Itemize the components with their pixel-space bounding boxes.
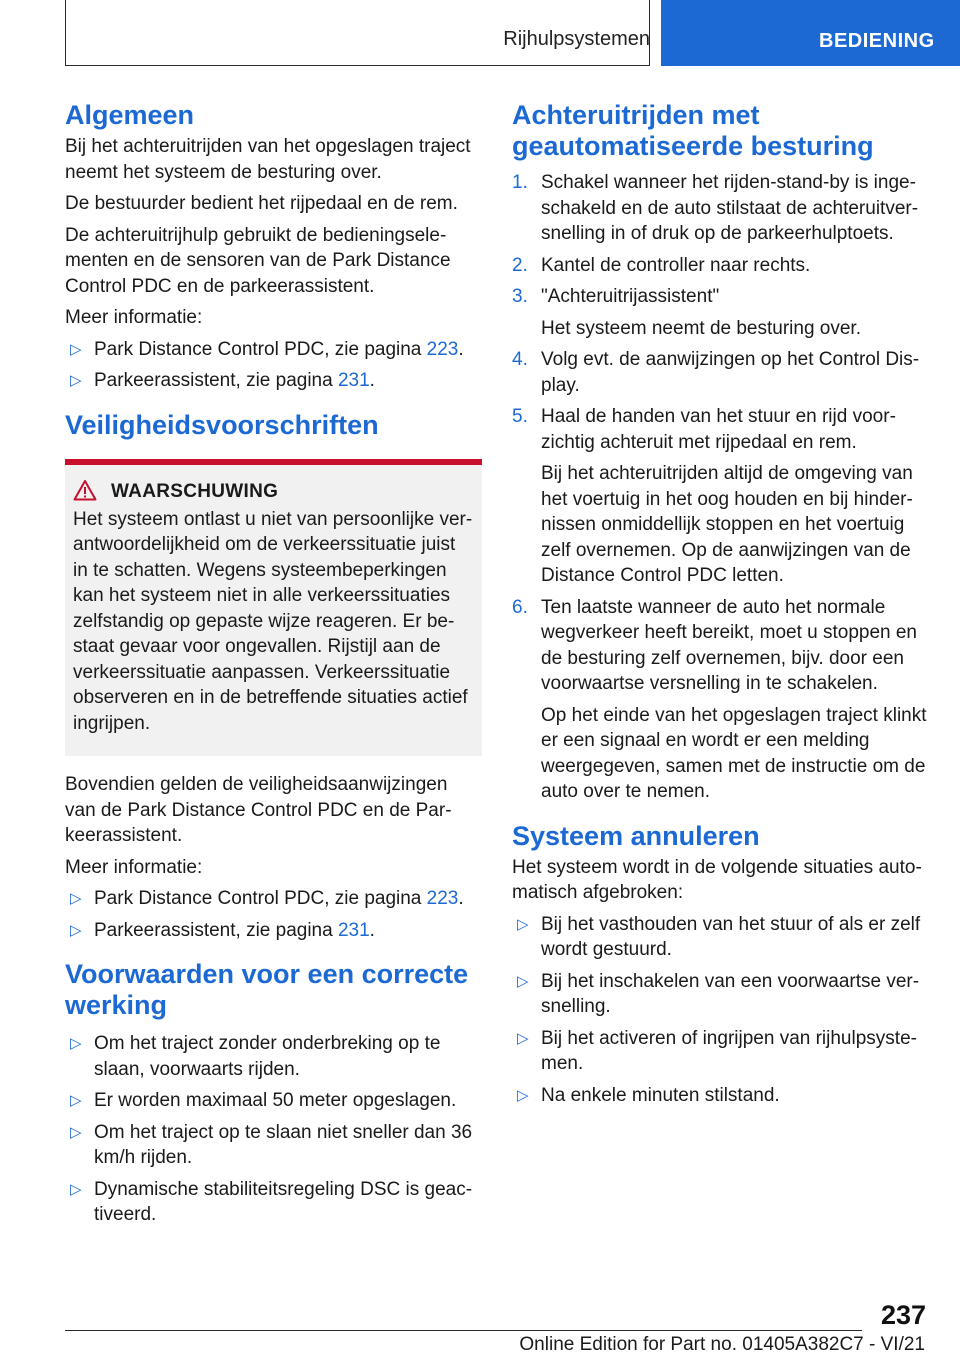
step-item: 3. "Achteruitrijassistent" Het systeem neemt de besturing over. — [512, 284, 929, 341]
step-number: 5. — [512, 406, 528, 427]
list-item: ▷ Om het traject zonder onderbreking op te slaan, voorwaarts rijden. — [70, 1033, 441, 1080]
triangle-bullet-icon: ▷ — [70, 372, 82, 389]
left-column — [65, 100, 482, 1234]
list-item: ▷ Na enkele minuten stilstand. — [512, 1083, 929, 1109]
page-link[interactable]: 231 — [337, 919, 370, 941]
step-number: 2. — [512, 254, 528, 276]
list-item: ▷ Parkeerassistent, zie pagina 231. — [65, 918, 482, 944]
page-link[interactable]: 231 — [337, 370, 370, 391]
list-item: ▷ Park Distance Control PDC, zie pagina 223. — [65, 886, 482, 912]
triangle-bullet-icon: ▷ — [70, 890, 82, 907]
page-link[interactable]: 223 — [426, 888, 459, 909]
step-item: 5. Haal de handen van het stuur en rijd voorzichtig achteruit met rijpedaal en rem. Bij het achteruitrijden altijd de omgeving van het voertuig in het oog houden en bij hindernissen onmiddellijk stoppen en het voertuig zelf overnemen. Op de aanwijzingen van de Distance Control PDC letten. — [512, 404, 929, 589]
step-number: 4. — [512, 349, 528, 370]
warning-text: Het systeem ontlast u niet van persoonlijke verantwoordelijkheid om de verkeerssituatie juist in te schatten. Wegens systeembeperkingen kan het systeem niet in alle verkeerssituaties zelfstandig op gepaste wijze reageren. Er bestaat gevaar voor ongevallen. Rijstijl aan de verkeerssituatie aanpassen. Verkeerssituatie observeren en in de betreffende situaties actief ingrijpen. — [73, 508, 473, 734]
paragraph: Meer informatie: — [65, 307, 203, 328]
paragraph: Het systeem wordt in de volgende situaties automatisch afgebroken: — [512, 856, 922, 903]
paragraph: Meer informatie: — [65, 856, 203, 878]
list-item: ▷ Om het traject op te slaan niet sneller dan 36 km/h rijden. — [70, 1121, 473, 1168]
heading-voorwaarden: Voorwaarden voor een correcte werking — [65, 959, 469, 1020]
step-item: 6. Ten laatste wanneer de auto het normale wegverkeer heeft bereikt, moet u stoppen en de besturing zelf overnemen, bijv. door een voorwaartse versnelling in te schakelen. Op het einde van het opgeslagen traject klinkt er een signaal en wordt er een melding weergegeven, samen met de instructie om de auto over te nemen. — [512, 595, 929, 805]
right-column — [512, 100, 929, 1114]
heading-algemeen: Algemeen — [65, 100, 195, 130]
conditions-list — [65, 1031, 482, 1228]
triangle-bullet-icon: ▷ — [70, 340, 82, 358]
step-note: Bij het achteruitrijden altijd de omgeving van het voertuig in het oog houden en bij hindernissen onmiddellijk stoppen en het voertuig zelf overnemen. Op de aanwijzingen van de Distance Control PDC letten. — [541, 463, 913, 586]
reference-list — [65, 886, 482, 943]
chapter-tab-label: BEDIENING — [819, 30, 935, 52]
heading-achteruitrijden: Achteruitrijden met geautomatiseerde besturing — [512, 100, 874, 161]
edition-note: Online Edition for Part no. 01405A382C7 - VI/21 — [519, 1334, 925, 1355]
footer-divider — [65, 1330, 862, 1331]
page-number: 237 — [880, 1300, 926, 1330]
list-item: ▷ Parkeerassistent, zie pagina 231. — [65, 368, 482, 394]
step-number: 3. — [512, 286, 528, 307]
triangle-bullet-icon: ▷ — [70, 1092, 82, 1109]
paragraph: De bestuurder bedient het rijpedaal en de rem. — [65, 193, 458, 214]
list-item: ▷ Dynamische stabiliteitsregeling DSC is geactiveerd. — [70, 1178, 473, 1225]
section-title: Rijhulpsystemen — [503, 28, 650, 50]
triangle-bullet-icon: ▷ — [70, 921, 82, 939]
triangle-bullet-icon: ▷ — [517, 1086, 529, 1104]
triangle-bullet-icon: ▷ — [517, 915, 529, 933]
paragraph: De achteruitrijhulp gebruikt de bedieningselementen en de sensoren van de Park Distance Control PDC en de parkeerassistent. — [65, 224, 451, 297]
list-item: ▷ Park Distance Control PDC, zie pagina 223. — [65, 337, 482, 363]
step-number: 1. — [512, 172, 528, 193]
triangle-bullet-icon: ▷ — [70, 1180, 82, 1198]
step-item: 2. Kantel de controller naar rechts. — [512, 253, 929, 279]
triangle-bullet-icon: ▷ — [70, 1123, 82, 1141]
list-item: ▷ Bij het activeren of ingrijpen van rijhulpsystemen. — [517, 1027, 917, 1074]
cancel-conditions-list — [512, 912, 929, 1109]
list-item: ▷ Bij het vasthouden van het stuur of als er zelf wordt gestuurd. — [517, 913, 921, 960]
warning-box — [65, 459, 482, 757]
reference-list — [65, 337, 482, 394]
paragraph: Bovendien gelden de veiligheidsaanwijzingen van de Park Distance Control PDC en de Parkeerassistent. — [65, 774, 452, 846]
triangle-bullet-icon: ▷ — [517, 1029, 529, 1047]
heading-veiligheid: Veiligheidsvoorschriften — [65, 409, 379, 440]
triangle-bullet-icon: ▷ — [517, 972, 529, 990]
chapter-tab — [661, 0, 960, 66]
page-link[interactable]: 223 — [426, 338, 459, 360]
list-item: ▷ Er worden maximaal 50 meter opgeslagen. — [65, 1088, 482, 1114]
warning-title: WAARSCHUWING — [111, 480, 279, 502]
step-item: 1. Schakel wanneer het rijden-stand-by is ingeschakeld en de auto stilstaat de achteruitversnelling in of druk op de parkeerhulptoets. — [512, 172, 919, 244]
heading-annuleren: Systeem annuleren — [512, 820, 760, 851]
triangle-bullet-icon: ▷ — [70, 1035, 82, 1052]
step-number: 6. — [512, 596, 528, 618]
steps-list — [512, 170, 929, 805]
step-note: Het systeem neemt de besturing over. — [541, 317, 861, 339]
paragraph: Bij het achteruitrijden van het opgeslagen traject neemt het systeem de besturing over. — [65, 136, 471, 183]
step-item: 4. Volg evt. de aanwijzingen op het Control Display. — [512, 349, 920, 396]
warning-triangle-icon — [73, 479, 97, 501]
step-note: Op het einde van het opgeslagen traject klinkt er een signaal en wordt er een melding weergegeven, samen met de instructie om de auto over te nemen. — [541, 704, 927, 802]
list-item: ▷ Bij het inschakelen van een voorwaartse versnelling. — [517, 970, 920, 1017]
